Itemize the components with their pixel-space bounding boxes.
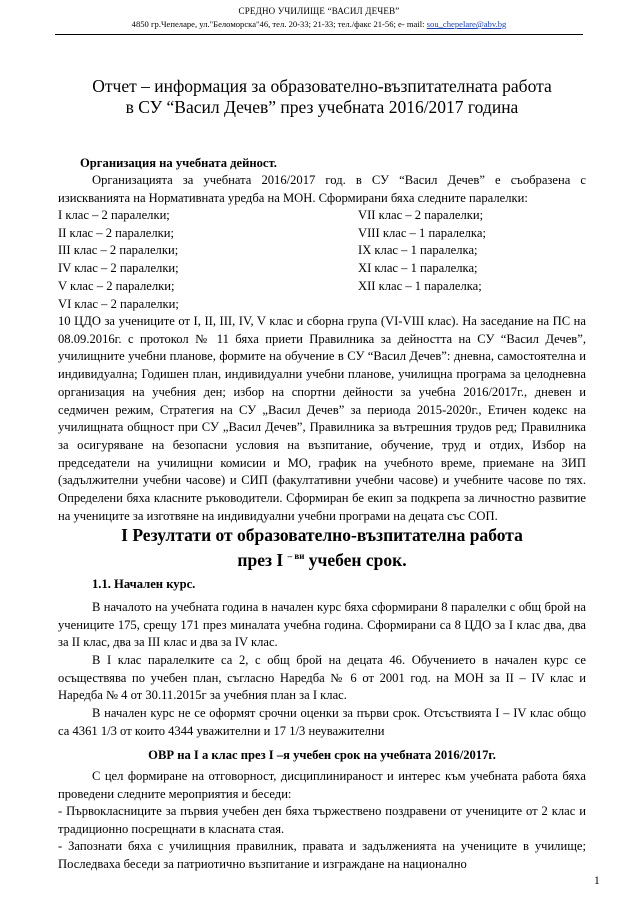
ovr-heading: ОВР на I а клас през I –я учебен срок на учебната 2016/2017г. xyxy=(148,748,496,762)
class-row xyxy=(58,242,586,260)
school-contact xyxy=(0,19,638,29)
class-row xyxy=(58,278,586,296)
class-right: VIII клас – 1 паралелка; xyxy=(358,225,486,240)
document-title xyxy=(58,76,586,118)
primary-para-3: В начален курс не се оформят срочни оценки за първи срок. Отсъствията I – IV клас общо са 4361 1/3 от които 4344 уважителни и 17 1/3 неуважителни xyxy=(58,706,586,738)
title-line-2: в СУ “Васил Дечев” през учебната 2016/2017 година xyxy=(125,97,519,117)
class-left: I клас – 2 паралелки; xyxy=(58,208,170,222)
section-title-line-2: през I $^{- ви}$ учебен срок. xyxy=(237,550,407,570)
org-intro-line-1: Организацията за учебната 2016/2017 год. в СУ “Васил Дечев” е съобразена с xyxy=(92,173,586,187)
class-right: XI клас – 1 паралелка; xyxy=(358,261,478,276)
primary-para-2: В I клас паралелките са 2, с общ брой на децата 46. Обучението в начален курс се осъществява по учебен план, съгласно Наредба № 6 от 2001 год. на МОН за II – IV клас и Наредба № 4 от 30.11.2015г за учебния план за I клас. xyxy=(58,653,586,703)
school-name: СРЕДНО УЧИЛИЩЕ “ВАСИЛ ДЕЧЕВ” xyxy=(238,6,400,16)
class-row xyxy=(58,207,586,225)
class-right: VII клас – 2 паралелки; xyxy=(358,208,484,222)
page-number: 1 xyxy=(594,875,600,887)
ovr-para-1: С цел формиране на отговорност, дисциплинираност и интерес към учебната работа бяха проведени следните мероприятия и беседи: xyxy=(58,769,586,801)
class-row xyxy=(58,225,586,243)
class-list xyxy=(58,207,586,313)
class-left: IV клас – 2 паралелки; xyxy=(58,261,179,276)
org-intro xyxy=(58,172,586,207)
class-row xyxy=(58,260,586,278)
school-address: 4850 гр.Чепеларе, ул."Беломорска"46, тел. 20-33; 21-33; тел./факс 21-56; е- mail: xyxy=(131,19,427,29)
ordinal-suffix: – ви xyxy=(287,551,305,561)
org-body: 10 ЦДО за учениците от I, II, III, IV, V клас и сборна група (VI-VIII клас). На заседание на ПС на 08.09.2016г. с протокол № 11 бяха приети Правилника за дейността на СУ “Васил Дечев”, училищните учебни планове, формите на обучение в СУ “Васил Дечев”: дневна, самостоятелна и индивидуална; Годишен план, индивидуални учебни планове, училищна програма за целодневна организация на учебния ден; избор на спортни дейности за учебна 2016/2017г., дневен и седмичен режим, Стратегия на СУ „Васил Дечев” за периода 2015-2020г., Етичен кодекс на училищната общност при СУ „Васил Дечев”, Правилника за вътрешния трудов ред; Правилника за осигуряване на безопасни условия на възпитание, обучение, труд и отдих, Избор на председатели на училищни комисии и МО, график на учебното време, приемане на ЗИП (задължителни учебни часове) и СИП (факултативни учебни часове) и учебните часове по тях. Определени бяха класните ръководители. Сформиран бе екип за подкрепа за личностно развитие на учениците за изготвяне на индивидуални учебни програми на децата със СОП. xyxy=(58,314,586,523)
class-row-last: VI клас – 2 паралелки; xyxy=(58,296,179,311)
ovr-para-3: - Запознати бяха с училищния правилник, правата и задълженията на учениците в училище; Последваха беседи за патриотично възпитание и изграждане на национално xyxy=(58,839,586,871)
section-title xyxy=(58,525,586,571)
subsection-heading: 1.1. Начален курс. xyxy=(92,577,196,591)
class-right: IX клас – 1 паралелка; xyxy=(358,243,478,258)
ovr-para-2: - Първокласниците за първия учебен ден бяха тържествено поздравени от учениците от 2 клас и традиционно посрещнати в класната стая. xyxy=(58,804,586,836)
class-left: III клас – 2 паралелки; xyxy=(58,243,179,258)
primary-para-1: В началото на учебната година в начален курс бяха сформирани 8 паралелки с общ брой на учениците 175, срещу 171 през миналата учебна година. Сформирани са 8 ЦДО за I клас два, два за II клас, два за III клас и два за IV клас. xyxy=(58,600,586,650)
org-intro-line-2: изискванията на Нормативната уредба на МОН. Сформирани бяха следните паралелки: xyxy=(58,190,528,205)
class-left: V клас – 2 паралелки; xyxy=(58,278,175,293)
class-left: II клас – 2 паралелки; xyxy=(58,225,175,240)
header-divider xyxy=(55,34,583,35)
class-right: XII клас – 1 паралелка; xyxy=(358,278,482,293)
org-heading: Организация на учебната дейност. xyxy=(80,156,277,170)
title-line-1: Отчет – информация за образователно-възпитателната работа xyxy=(92,76,552,96)
email-link[interactable]: sou_chepelare@abv.bg xyxy=(426,19,507,29)
section-title-line-1: I Резултати от образователно-възпитателна работа xyxy=(121,525,523,545)
